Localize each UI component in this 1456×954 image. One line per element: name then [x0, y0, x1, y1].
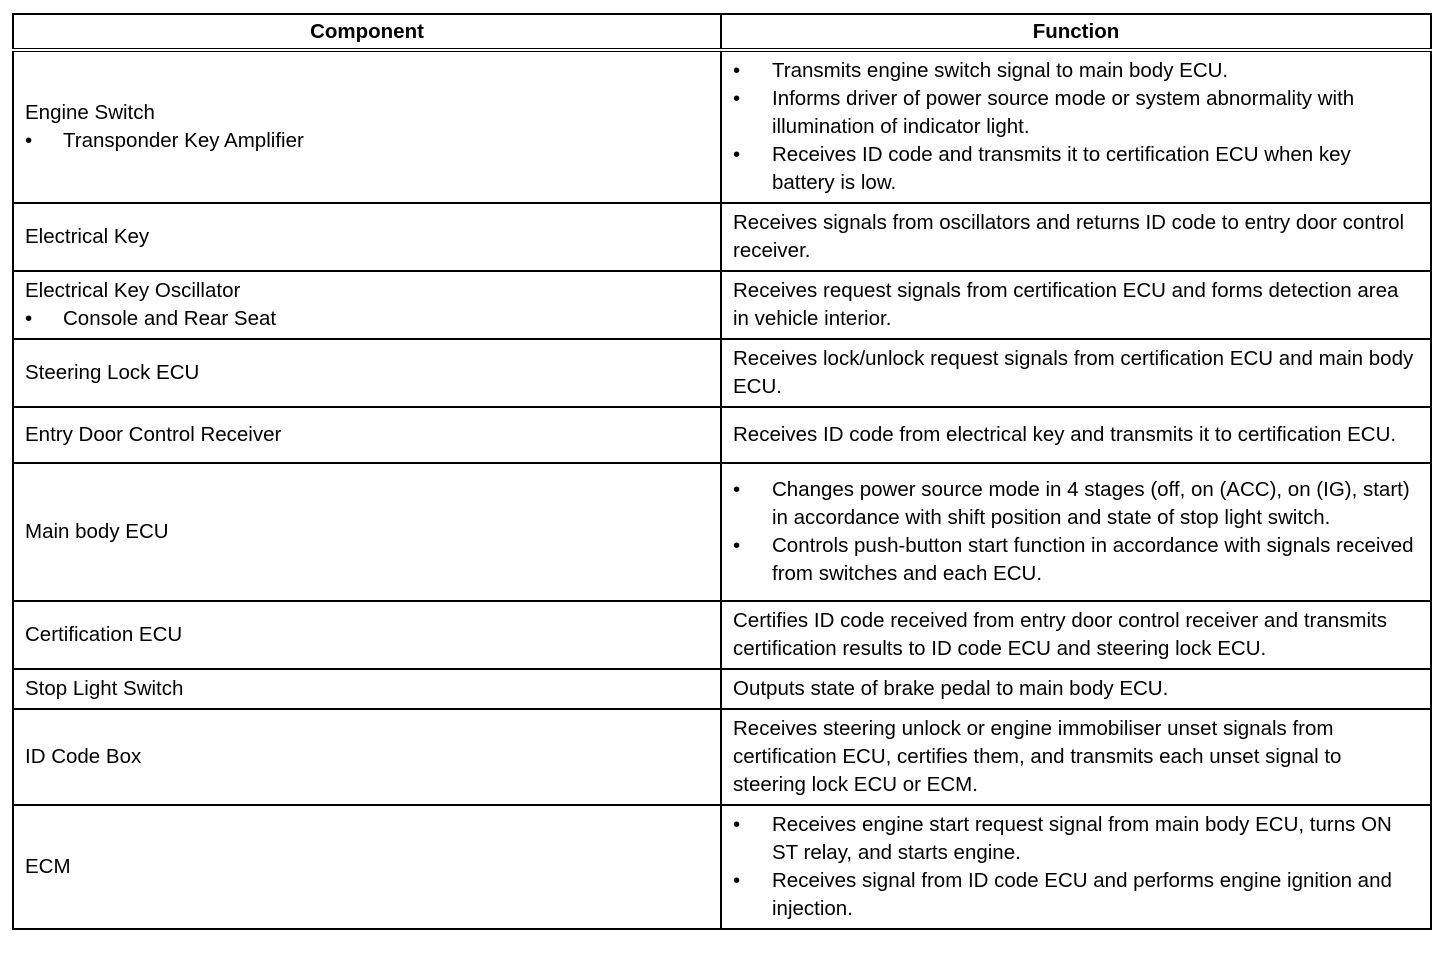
component-cell [13, 669, 721, 709]
function-bullet-item [733, 811, 1418, 867]
component-sub-text: Transponder Key Amplifier [63, 129, 304, 152]
bullet-icon: • [733, 87, 741, 110]
table-row [13, 203, 1431, 271]
component-name: ID Code Box [25, 745, 142, 768]
bullet-icon: • [733, 534, 741, 557]
function-cell [721, 407, 1431, 463]
function-bullet-item [733, 867, 1418, 923]
function-cell [721, 709, 1431, 805]
function-bullet-text: Changes power source mode in 4 stages (off, on (ACC), on (IG), start) in accordance with shift position and state of stop light switch. [772, 478, 1410, 529]
function-cell [721, 50, 1431, 203]
bullet-icon: • [25, 307, 33, 330]
function-cell [721, 203, 1431, 271]
function-text: Certifies ID code received from entry door control receiver and transmits certification results to ID code ECU and steering lock ECU. [733, 609, 1387, 660]
table-row [13, 709, 1431, 805]
table-row [13, 339, 1431, 407]
function-bullet-item [733, 141, 1418, 197]
function-bullet-list [733, 811, 1418, 923]
function-text: Receives steering unlock or engine immobiliser unset signals from certification ECU, certifies them, and transmits each unset signal to steering lock ECU or ECM. [733, 717, 1342, 796]
function-bullet-list [733, 476, 1418, 588]
component-cell [13, 463, 721, 601]
function-bullet-text: Receives signal from ID code ECU and performs engine ignition and injection. [772, 869, 1392, 920]
function-text: Receives signals from oscillators and returns ID code to entry door control receiver. [733, 211, 1405, 262]
table-row [13, 601, 1431, 669]
function-text: Receives request signals from certification ECU and forms detection area in vehicle interior. [733, 279, 1399, 330]
table-row [13, 463, 1431, 601]
function-text: Outputs state of brake pedal to main body ECU. [733, 677, 1169, 700]
table-row [13, 50, 1431, 203]
component-cell [13, 805, 721, 929]
function-bullet-text: Informs driver of power source mode or system abnormality with illumination of indicator light. [772, 87, 1355, 138]
function-bullet-text: Receives ID code and transmits it to certification ECU when key battery is low. [772, 143, 1351, 194]
component-sub-item [25, 305, 708, 333]
table-row [13, 407, 1431, 463]
function-bullet-list [733, 57, 1418, 197]
component-name: Stop Light Switch [25, 677, 184, 700]
function-bullet-item [733, 532, 1418, 588]
component-name: Certification ECU [25, 623, 183, 646]
component-cell [13, 271, 721, 339]
component-name: Entry Door Control Receiver [25, 423, 282, 446]
function-cell [721, 601, 1431, 669]
function-bullet-item [733, 57, 1418, 85]
component-name: Engine Switch [25, 101, 155, 124]
function-cell [721, 669, 1431, 709]
bullet-icon: • [733, 59, 741, 82]
bullet-icon: • [733, 813, 741, 836]
bullet-icon: • [733, 478, 741, 501]
function-text: Receives lock/unlock request signals from certification ECU and main body ECU. [733, 347, 1414, 398]
component-name: ECM [25, 855, 71, 878]
component-cell [13, 50, 721, 203]
component-cell [13, 709, 721, 805]
component-sub-list [25, 305, 708, 333]
component-function-table [12, 13, 1432, 930]
component-name: Electrical Key Oscillator [25, 279, 241, 302]
function-text: Receives ID code from electrical key and transmits it to certification ECU. [733, 423, 1397, 446]
bullet-icon: • [733, 143, 741, 166]
component-name: Electrical Key [25, 225, 150, 248]
bullet-icon: • [25, 129, 33, 152]
function-bullet-item [733, 476, 1418, 532]
table-body [13, 50, 1431, 929]
component-name: Main body ECU [25, 520, 169, 543]
function-bullet-text: Receives engine start request signal from main body ECU, turns ON ST relay, and starts engine. [772, 813, 1392, 864]
component-sub-list [25, 127, 708, 155]
table-row [13, 669, 1431, 709]
table-row [13, 805, 1431, 929]
component-sub-text: Console and Rear Seat [63, 307, 277, 330]
component-cell [13, 339, 721, 407]
function-cell [721, 805, 1431, 929]
bullet-icon: • [733, 869, 741, 892]
component-cell [13, 203, 721, 271]
function-cell [721, 271, 1431, 339]
function-bullet-text: Controls push-button start function in accordance with signals received from switches and each ECU. [772, 534, 1414, 585]
function-cell [721, 339, 1431, 407]
function-bullet-item [733, 85, 1418, 141]
function-cell [721, 463, 1431, 601]
component-cell [13, 601, 721, 669]
component-sub-item [25, 127, 708, 155]
function-bullet-text: Transmits engine switch signal to main body ECU. [772, 59, 1229, 82]
header-function: Function [721, 14, 1431, 50]
header-component: Component [13, 14, 721, 50]
component-cell [13, 407, 721, 463]
table-header-row [13, 14, 1431, 50]
component-name: Steering Lock ECU [25, 361, 200, 384]
table-row [13, 271, 1431, 339]
